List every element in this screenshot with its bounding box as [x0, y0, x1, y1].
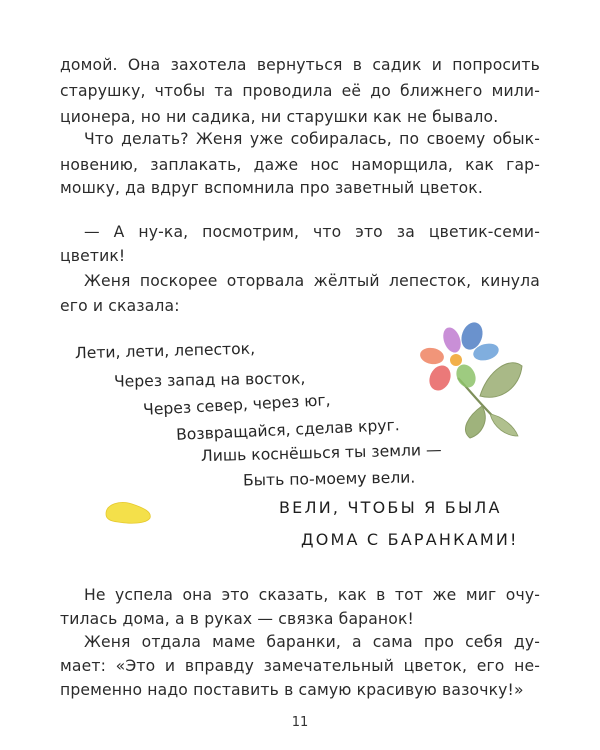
text-line: домой. Она захотела вернуться в садик и попросить — [60, 56, 540, 74]
seven-color-flower-illustration — [410, 318, 535, 443]
flower-petal-orange — [419, 346, 445, 366]
wish-line: ДОМА С БАРАНКАМИ! — [301, 530, 519, 549]
text-line: Женя отдала маме баранки, а сама про себя ду- — [84, 633, 540, 651]
poem-line: Лети, лети, лепесток, — [74, 339, 256, 363]
text-line: тилась дома, а в руках — связка баранок! — [60, 610, 414, 628]
text-line: Что делать? Женя уже собиралась, по своему обык- — [84, 130, 540, 148]
poem-line: Возвращайся, сделав круг. — [175, 416, 401, 444]
flower-leaf — [466, 406, 486, 438]
text-line: ционера, но ни садика, ни старушки как не бывало. — [60, 108, 499, 126]
yellow-petal-shape — [106, 502, 150, 523]
poem-line: Быть по-моему вели. — [242, 468, 416, 490]
text-line: цветик! — [60, 247, 126, 265]
text-line: новению, заплакать, даже нос наморщила, как гар- — [60, 156, 540, 174]
poem-line: Через запад на восток, — [113, 369, 306, 391]
text-line: мошку, да вдруг вспомнила про заветный цветок. — [60, 179, 483, 197]
text-line: пременно надо поставить в самую красивую вазочку!» — [60, 681, 524, 699]
page-number: 11 — [291, 715, 309, 730]
text-line: старушку, чтобы та проводила её до ближнего мили- — [60, 82, 540, 100]
text-line: его и сказала: — [60, 297, 180, 315]
flower-leaf — [490, 414, 518, 436]
text-line: Не успела она это сказать, как в тот же миг очу- — [84, 586, 540, 604]
text-line: мает: «Это и вправду замечательный цветок, его не- — [60, 657, 540, 675]
flower-leaf — [480, 363, 522, 398]
wish-line: ВЕЛИ, ЧТОБЫ Я БЫЛА — [279, 498, 502, 517]
poem-line: Лишь коснёшься ты земли — — [200, 440, 442, 466]
flower-petal-red — [425, 362, 454, 394]
text-line: Женя поскорее оторвала жёлтый лепесток, кинула — [84, 272, 540, 290]
flower-petal-violet — [440, 325, 464, 355]
yellow-petal-illustration — [102, 500, 154, 526]
text-line: — А ну-ка, посмотрим, что это за цветик-семи- — [84, 223, 540, 241]
flower-center — [450, 354, 462, 366]
poem-line: Через север, через юг, — [142, 391, 331, 419]
